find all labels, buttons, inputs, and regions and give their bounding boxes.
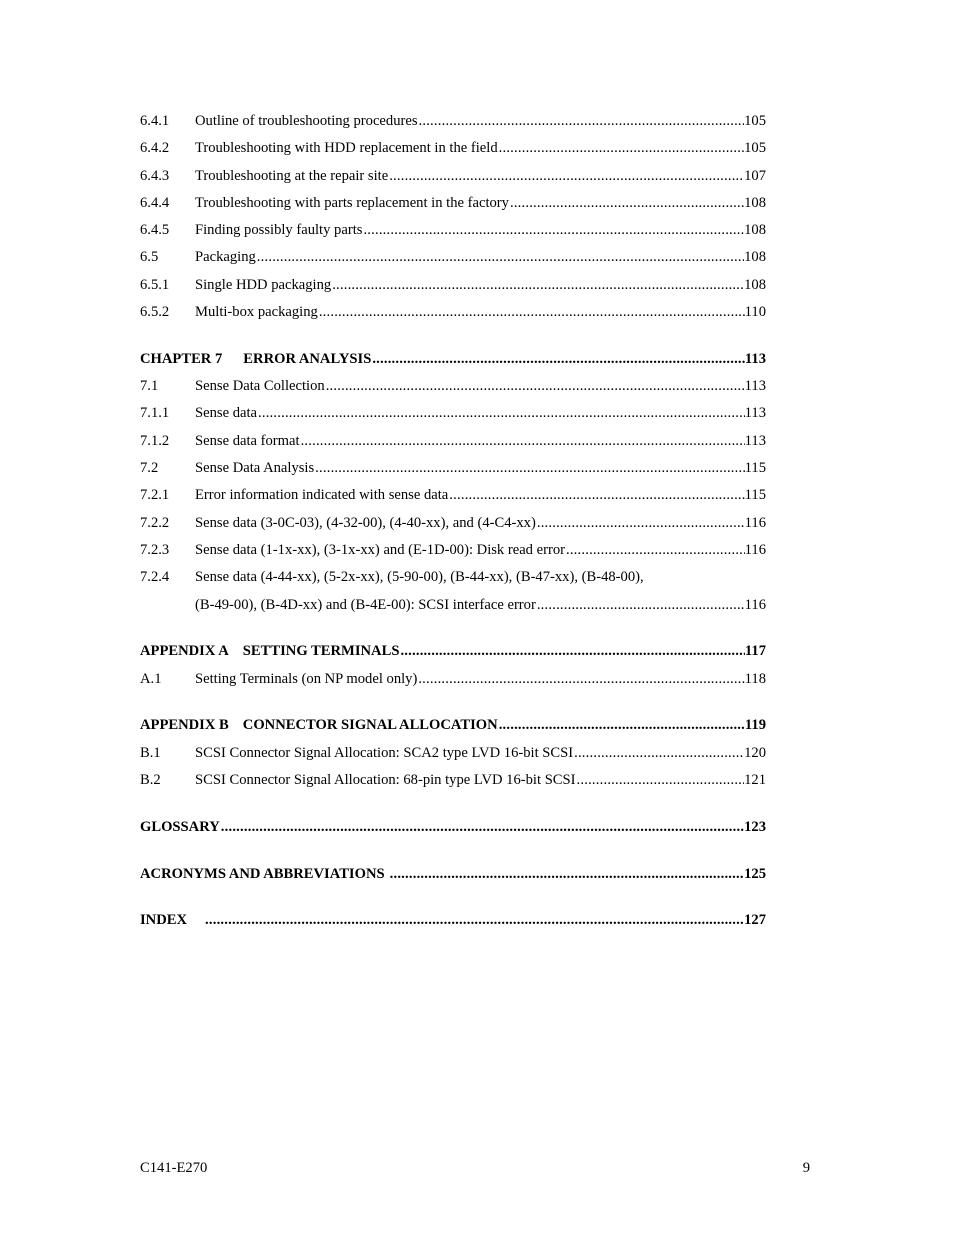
toc-entry-page: 115 [744,487,766,504]
toc-entry-number: 6.4.2 [140,140,170,157]
toc-entry-title: Troubleshooting at the repair site [195,167,389,184]
dot-leader [418,108,745,135]
toc-entry-page: 105 [744,140,766,157]
toc-entry-page: 105 [744,113,766,129]
toc-glossary[interactable] [140,814,766,841]
dot-leader [325,373,745,400]
toc-entry-title: SCSI Connector Signal Allocation: SCA2 type LVD 16-bit SCSI [195,744,574,761]
toc-entry-page: 116 [744,514,766,531]
dot-leader [220,814,744,841]
toc-entry-title: Outline of troubleshooting procedures [195,113,418,129]
dot-leader [498,712,745,739]
dot-leader [399,638,744,665]
toc-chapter-number: GLOSSARY [140,818,220,835]
toc-entry-page: 113 [744,432,766,449]
toc-entry-page: 108 [744,276,766,293]
toc-entry-page: 117 [744,643,766,660]
toc-entry-title: Finding possibly faulty parts [195,222,363,239]
toc-entry-title: Setting Terminals (on NP model only) [195,670,418,687]
toc-entry-page: 108 [744,249,766,266]
toc-entry-7-2-1[interactable] [140,482,766,509]
dot-leader [257,400,745,427]
toc-entry-title: SCSI Connector Signal Allocation: 68-pin type LVD 16-bit SCSI [195,772,576,789]
toc-entry-7-2[interactable] [140,455,766,482]
toc-entry-page: 123 [744,818,766,835]
toc-entry-number: 6.5 [140,249,159,266]
dot-leader [388,163,744,190]
toc-entry-page: 113 [744,378,766,395]
toc-entry-6-5-1[interactable] [140,272,766,299]
toc-entry-number: B.1 [140,744,161,761]
toc-chapter-number: APPENDIX A [140,643,229,660]
toc-chapter-number: APPENDIX B [140,717,229,734]
toc-entry-7-2-3[interactable] [140,537,766,564]
toc-entry-6-4-3[interactable] [140,163,766,190]
toc-entry-b-2[interactable] [140,767,766,794]
table-of-contents [140,108,766,935]
dot-leader [498,135,744,162]
toc-chapter-number: INDEX [140,912,188,929]
toc-chapter-title: SETTING TERMINALS [242,643,400,660]
toc-entry-title: Single HDD packaging [195,276,332,293]
toc-entry-page: 108 [744,222,766,239]
toc-entry-6-4-1[interactable] [140,108,766,135]
toc-entry-number: A.1 [140,670,162,687]
toc-entry-page: 119 [744,717,766,734]
toc-chapter-title: CONNECTOR SIGNAL ALLOCATION [242,717,498,734]
toc-entry-page: 116 [744,541,766,558]
toc-entry-number: 6.4.5 [140,222,170,239]
dot-leader [256,244,744,271]
toc-entry-number: 6.5.1 [140,276,170,293]
dot-leader [573,740,744,767]
toc-entry-b-1[interactable] [140,740,766,767]
toc-chapter-number: ACRONYMS AND ABBREVIATIONS [140,865,385,882]
toc-entry-title: Sense data (4-44-xx), (5-2x-xx), (5-90-00), (B-44-xx), (B-47-xx), (B-48-00), [195,569,644,586]
toc-entry-title: Sense Data Analysis [195,460,315,477]
toc-entry-number: 6.4.4 [140,194,170,211]
dot-leader [536,510,745,537]
dot-leader [509,190,744,217]
toc-entry-number: 7.2 [140,460,159,477]
dot-leader [576,767,745,794]
toc-chapter-number: CHAPTER 7 [140,350,223,367]
dot-leader [536,592,745,619]
toc-chapter-7[interactable] [140,346,766,373]
toc-entry-page: 121 [744,772,766,789]
toc-entry-title: Sense data (1-1x-xx), (3-1x-xx) and (E-1D-00): Disk read error [195,541,565,558]
toc-entry-number: 6.4.3 [140,167,170,184]
footer-document-id: C141-E270 [140,1160,208,1176]
toc-entry-number: 7.2.2 [140,514,170,531]
toc-entry-title: Sense data (3-0C-03), (4-32-00), (4-40-xx), and (4-C4-xx) [195,514,536,531]
toc-entry-page: 116 [744,596,766,613]
toc-entry-7-2-4[interactable] [140,564,766,591]
toc-entry-title: Troubleshooting with HDD replacement in the field [195,140,498,157]
dot-leader [565,537,745,564]
dot-leader [371,346,745,373]
toc-entry-number: 7.1.1 [140,405,170,422]
dot-leader [314,455,744,482]
toc-entry-page: 113 [744,350,766,367]
toc-entry-title: Packaging [195,249,256,266]
toc-entry-number: 6.5.2 [140,304,170,321]
dot-leader [300,428,745,455]
toc-entry-title-continued: (B-49-00), (B-4D-xx) and (B-4E-00): SCSI interface error [195,596,536,613]
toc-entry-page: 118 [744,670,766,687]
dot-leader [417,666,744,693]
toc-entry-7-1[interactable] [140,373,766,400]
toc-chapter-title: ERROR ANALYSIS [243,350,372,367]
toc-entry-6-4-4[interactable] [140,190,766,217]
toc-entry-7-2-4-continued[interactable] [140,592,766,619]
dot-leader [318,299,745,326]
footer-page-number: 9 [802,1160,810,1176]
toc-entry-7-2-2[interactable] [140,510,766,537]
toc-entry-title: Error information indicated with sense data [195,487,449,504]
toc-entry-number: 6.4.1 [140,113,170,129]
dot-leader [331,272,744,299]
toc-entry-number: 7.1.2 [140,432,170,449]
toc-entry-page: 127 [744,912,766,929]
toc-entry-number: 7.2.1 [140,487,170,504]
toc-appendix-b[interactable] [140,712,766,739]
toc-entry-number: B.2 [140,772,161,789]
toc-entry-title: Sense data [195,405,258,422]
toc-entry-a-1[interactable] [140,666,766,693]
toc-acronyms[interactable] [140,861,766,888]
toc-entry-title: Multi-box packaging [195,304,318,321]
toc-entry-page: 113 [744,405,766,422]
dot-leader [389,861,744,888]
toc-entry-6-5[interactable] [140,244,766,271]
toc-entry-title: Sense data format [195,432,300,449]
toc-entry-title: Troubleshooting with parts replacement in the factory [195,194,509,211]
toc-entry-number: 7.2.3 [140,541,170,558]
toc-entry-page: 115 [744,460,766,477]
toc-entry-6-5-2[interactable] [140,299,766,326]
dot-leader [204,907,744,934]
dot-leader [362,217,744,244]
toc-entry-6-4-2[interactable] [140,135,766,162]
toc-entry-number: 7.1 [140,378,159,395]
toc-entry-title: Sense Data Collection [195,378,325,395]
toc-entry-7-1-1[interactable] [140,400,766,427]
toc-appendix-a[interactable] [140,638,766,665]
toc-index[interactable] [140,907,766,934]
toc-entry-page: 120 [744,744,766,761]
dot-leader [448,482,744,509]
toc-entry-7-1-2[interactable] [140,428,766,455]
toc-entry-page: 125 [744,865,766,882]
toc-entry-page: 107 [744,167,766,184]
toc-entry-6-4-5[interactable] [140,217,766,244]
toc-entry-page: 108 [744,194,766,211]
toc-entry-page: 110 [744,304,766,321]
toc-entry-number: 7.2.4 [140,569,170,586]
